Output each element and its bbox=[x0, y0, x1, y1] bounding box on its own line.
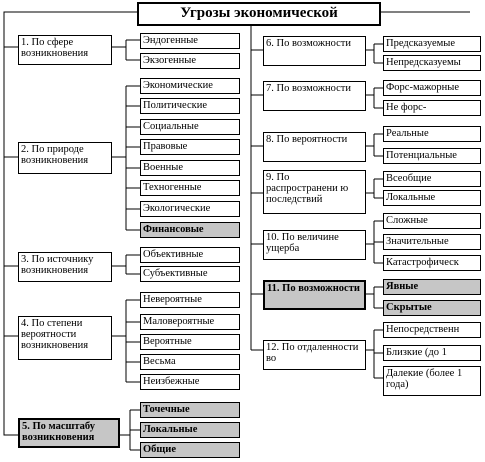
item-c2-2: Политические bbox=[140, 98, 240, 114]
item-c9-1: Всеобщие bbox=[383, 171, 481, 187]
category-8: 8. По вероятности bbox=[263, 132, 366, 162]
item-c2-8: Финансовые bbox=[140, 222, 240, 238]
item-c2-7: Экологические bbox=[140, 201, 240, 217]
category-1: 1. По сфере возникновения bbox=[18, 35, 112, 65]
category-10: 10. По величине ущерба bbox=[263, 230, 366, 260]
item-c1-2: Экзогенные bbox=[140, 53, 240, 69]
category-6: 6. По возможности bbox=[263, 36, 366, 66]
item-c4-1: Невероятные bbox=[140, 292, 240, 308]
category-9: 9. По распространени ю последствий bbox=[263, 170, 366, 214]
category-12: 12. По отдаленности во bbox=[263, 340, 366, 370]
item-c4-2: Маловероятные bbox=[140, 314, 240, 330]
category-7: 7. По возможности bbox=[263, 81, 366, 111]
item-c5-2: Локальные bbox=[140, 422, 240, 438]
item-c12-3: Далекие (более 1 года) bbox=[383, 366, 481, 396]
category-4: 4. По степени вероятности возникновения bbox=[18, 316, 112, 360]
item-c10-2: Значительные bbox=[383, 234, 481, 250]
category-2: 2. По природе возникновения bbox=[18, 142, 112, 174]
item-c7-2: Не форс- bbox=[383, 100, 481, 116]
item-c2-6: Техногенные bbox=[140, 180, 240, 196]
item-c5-1: Точечные bbox=[140, 402, 240, 418]
item-c4-5: Неизбежные bbox=[140, 374, 240, 390]
item-c11-2: Скрытые bbox=[383, 300, 481, 316]
category-3: 3. По источнику возникновения bbox=[18, 252, 112, 282]
item-c4-4: Весьма bbox=[140, 354, 240, 370]
item-c7-1: Форс-мажорные bbox=[383, 80, 481, 96]
item-c12-2: Близкие (до 1 bbox=[383, 345, 481, 361]
item-c5-3: Общие bbox=[140, 442, 240, 458]
diagram-title: Угрозы экономической bbox=[137, 2, 381, 26]
item-c10-3: Катастрофическ bbox=[383, 255, 481, 271]
item-c11-1: Явные bbox=[383, 279, 481, 295]
item-c4-3: Вероятные bbox=[140, 334, 240, 350]
item-c10-1: Сложные bbox=[383, 213, 481, 229]
category-5: 5. По масштабу возникновения bbox=[18, 418, 120, 448]
item-c6-1: Предсказуемые bbox=[383, 36, 481, 52]
item-c2-5: Военные bbox=[140, 160, 240, 176]
item-c8-2: Потенциальные bbox=[383, 148, 481, 164]
item-c3-2: Субъективные bbox=[140, 266, 240, 282]
item-c2-4: Правовые bbox=[140, 139, 240, 155]
item-c9-2: Локальные bbox=[383, 190, 481, 206]
item-c12-1: Непосредственн bbox=[383, 322, 481, 338]
item-c6-2: Непредсказуемы bbox=[383, 55, 481, 71]
item-c1-1: Эндогенные bbox=[140, 33, 240, 49]
item-c8-1: Реальные bbox=[383, 126, 481, 142]
category-11: 11. По возможности bbox=[263, 280, 366, 310]
item-c3-1: Объективные bbox=[140, 247, 240, 263]
item-c2-3: Социальные bbox=[140, 119, 240, 135]
item-c2-1: Экономические bbox=[140, 78, 240, 94]
